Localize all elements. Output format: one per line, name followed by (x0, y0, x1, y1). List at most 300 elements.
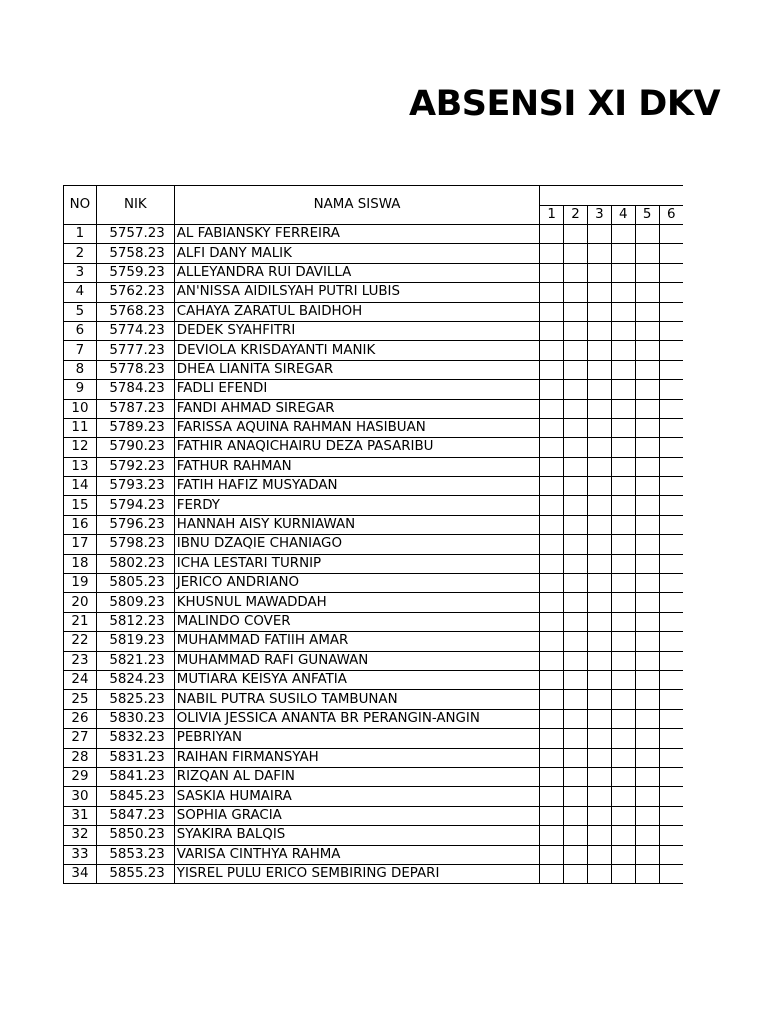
attendance-cell-day-1 (540, 515, 564, 534)
attendance-cell-day-3 (587, 302, 611, 321)
header-day-3: 3 (587, 206, 611, 225)
table-row (64, 709, 684, 728)
row-student-name: ALLEYANDRA RUI DAVILLA (174, 263, 539, 282)
attendance-cell-day-5 (635, 767, 659, 786)
table-row (64, 457, 684, 476)
attendance-cell-day-5 (635, 632, 659, 651)
attendance-cell-day-1 (540, 438, 564, 457)
attendance-cell-day-4 (611, 554, 635, 573)
row-number: 9 (64, 380, 97, 399)
row-student-name: MUHAMMAD RAFI GUNAWAN (174, 651, 539, 670)
row-number: 33 (64, 845, 97, 864)
table-row (64, 399, 684, 418)
attendance-cell-day-1 (540, 826, 564, 845)
attendance-cell-day-4 (611, 457, 635, 476)
attendance-cell-day-3 (587, 651, 611, 670)
attendance-cell-day-4 (611, 399, 635, 418)
row-student-name: KHUSNUL MAWADDAH (174, 593, 539, 612)
attendance-cell-day-1 (540, 263, 564, 282)
attendance-cell-day-4 (611, 767, 635, 786)
attendance-cell-day-1 (540, 380, 564, 399)
attendance-cell-day-1 (540, 574, 564, 593)
attendance-cell-day-1 (540, 418, 564, 437)
attendance-cell-day-5 (635, 748, 659, 767)
attendance-cell-day-4 (611, 302, 635, 321)
attendance-cell-day-3 (587, 690, 611, 709)
row-student-name: AL FABIANSKY FERREIRA (174, 225, 539, 244)
attendance-cell-day-2 (564, 574, 588, 593)
row-student-name: NABIL PUTRA SUSILO TAMBUNAN (174, 690, 539, 709)
attendance-cell-day-4 (611, 360, 635, 379)
row-number: 15 (64, 496, 97, 515)
attendance-cell-day-5 (635, 554, 659, 573)
attendance-cell-day-6 (659, 321, 683, 340)
row-student-name: DEDEK SYAHFITRI (174, 321, 539, 340)
attendance-cell-day-1 (540, 360, 564, 379)
row-number: 14 (64, 477, 97, 496)
attendance-cell-day-3 (587, 593, 611, 612)
attendance-cell-day-2 (564, 864, 588, 883)
table-row (64, 477, 684, 496)
attendance-cell-day-4 (611, 515, 635, 534)
row-nik: 5777.23 (96, 341, 174, 360)
attendance-cell-day-1 (540, 670, 564, 689)
row-number: 19 (64, 574, 97, 593)
row-nik: 5830.23 (96, 709, 174, 728)
attendance-cell-day-2 (564, 535, 588, 554)
attendance-cell-day-6 (659, 709, 683, 728)
attendance-cell-day-1 (540, 477, 564, 496)
attendance-cell-day-5 (635, 670, 659, 689)
attendance-cell-day-2 (564, 244, 588, 263)
attendance-cell-day-3 (587, 399, 611, 418)
attendance-cell-day-2 (564, 729, 588, 748)
attendance-cell-day-3 (587, 244, 611, 263)
row-number: 3 (64, 263, 97, 282)
attendance-cell-day-2 (564, 806, 588, 825)
attendance-cell-day-5 (635, 302, 659, 321)
attendance-cell-day-2 (564, 845, 588, 864)
attendance-cell-day-6 (659, 496, 683, 515)
attendance-cell-day-5 (635, 864, 659, 883)
row-number: 12 (64, 438, 97, 457)
attendance-cell-day-3 (587, 263, 611, 282)
attendance-cell-day-5 (635, 709, 659, 728)
row-student-name: DEVIOLA KRISDAYANTI MANIK (174, 341, 539, 360)
row-nik: 5793.23 (96, 477, 174, 496)
attendance-cell-day-3 (587, 806, 611, 825)
row-number: 29 (64, 767, 97, 786)
attendance-cell-day-5 (635, 380, 659, 399)
row-nik: 5841.23 (96, 767, 174, 786)
attendance-cell-day-2 (564, 360, 588, 379)
row-student-name: IBNU DZAQIE CHANIAGO (174, 535, 539, 554)
row-number: 1 (64, 225, 97, 244)
attendance-cell-day-2 (564, 496, 588, 515)
row-number: 8 (64, 360, 97, 379)
attendance-cell-day-1 (540, 341, 564, 360)
attendance-cell-day-6 (659, 729, 683, 748)
row-nik: 5789.23 (96, 418, 174, 437)
attendance-cell-day-3 (587, 845, 611, 864)
header-day-4: 4 (611, 206, 635, 225)
attendance-cell-day-5 (635, 787, 659, 806)
row-nik: 5792.23 (96, 457, 174, 476)
table-row (64, 496, 684, 515)
attendance-cell-day-5 (635, 321, 659, 340)
row-student-name: FADLI EFENDI (174, 380, 539, 399)
row-student-name: AN'NISSA AIDILSYAH PUTRI LUBIS (174, 283, 539, 302)
attendance-cell-day-2 (564, 399, 588, 418)
page-title: ABSENSI XI DKV (409, 84, 721, 124)
row-student-name: PEBRIYAN (174, 729, 539, 748)
attendance-cell-day-4 (611, 283, 635, 302)
attendance-table (63, 185, 683, 884)
attendance-cell-day-4 (611, 709, 635, 728)
attendance-cell-day-2 (564, 593, 588, 612)
attendance-cell-day-6 (659, 418, 683, 437)
attendance-cell-day-1 (540, 457, 564, 476)
attendance-cell-day-4 (611, 612, 635, 631)
row-nik: 5798.23 (96, 535, 174, 554)
row-number: 24 (64, 670, 97, 689)
attendance-cell-day-1 (540, 554, 564, 573)
row-number: 6 (64, 321, 97, 340)
row-number: 16 (64, 515, 97, 534)
table-row (64, 263, 684, 282)
attendance-cell-day-1 (540, 748, 564, 767)
attendance-cell-day-2 (564, 418, 588, 437)
attendance-cell-day-6 (659, 302, 683, 321)
attendance-cell-day-4 (611, 690, 635, 709)
row-nik: 5831.23 (96, 748, 174, 767)
attendance-cell-day-2 (564, 632, 588, 651)
attendance-cell-day-6 (659, 515, 683, 534)
attendance-cell-day-2 (564, 748, 588, 767)
table-row (64, 632, 684, 651)
row-student-name: ALFI DANY MALIK (174, 244, 539, 263)
attendance-cell-day-6 (659, 438, 683, 457)
attendance-cell-day-6 (659, 263, 683, 282)
row-number: 21 (64, 612, 97, 631)
attendance-cell-day-3 (587, 767, 611, 786)
attendance-cell-day-5 (635, 574, 659, 593)
attendance-cell-day-1 (540, 244, 564, 263)
attendance-cell-day-5 (635, 806, 659, 825)
row-student-name: MUHAMMAD FATIIH AMAR (174, 632, 539, 651)
attendance-cell-day-1 (540, 709, 564, 728)
header-nama-siswa: NAMA SISWA (174, 186, 539, 225)
attendance-cell-day-5 (635, 535, 659, 554)
attendance-cell-day-2 (564, 225, 588, 244)
row-nik: 5821.23 (96, 651, 174, 670)
row-nik: 5794.23 (96, 496, 174, 515)
row-student-name: FARISSA AQUINA RAHMAN HASIBUAN (174, 418, 539, 437)
attendance-cell-day-3 (587, 283, 611, 302)
attendance-cell-day-3 (587, 418, 611, 437)
attendance-cell-day-2 (564, 321, 588, 340)
attendance-cell-day-6 (659, 787, 683, 806)
row-nik: 5855.23 (96, 864, 174, 883)
attendance-cell-day-1 (540, 864, 564, 883)
row-nik: 5759.23 (96, 263, 174, 282)
table-row (64, 690, 684, 709)
attendance-cell-day-6 (659, 360, 683, 379)
attendance-cell-day-6 (659, 651, 683, 670)
row-student-name: RAIHAN FIRMANSYAH (174, 748, 539, 767)
table-row (64, 225, 684, 244)
attendance-cell-day-4 (611, 225, 635, 244)
attendance-cell-day-1 (540, 632, 564, 651)
attendance-cell-day-4 (611, 438, 635, 457)
attendance-cell-day-5 (635, 360, 659, 379)
attendance-cell-day-3 (587, 321, 611, 340)
row-number: 32 (64, 826, 97, 845)
attendance-cell-day-2 (564, 457, 588, 476)
attendance-cell-day-2 (564, 554, 588, 573)
attendance-cell-day-3 (587, 554, 611, 573)
row-number: 31 (64, 806, 97, 825)
row-nik: 5825.23 (96, 690, 174, 709)
row-nik: 5812.23 (96, 612, 174, 631)
table-row (64, 612, 684, 631)
attendance-cell-day-6 (659, 670, 683, 689)
row-student-name: YISREL PULU ERICO SEMBIRING DEPARI (174, 864, 539, 883)
header-attendance-group (540, 186, 683, 206)
attendance-cell-day-3 (587, 574, 611, 593)
attendance-cell-day-6 (659, 399, 683, 418)
attendance-cell-day-1 (540, 806, 564, 825)
attendance-cell-day-2 (564, 302, 588, 321)
attendance-cell-day-6 (659, 690, 683, 709)
attendance-cell-day-5 (635, 263, 659, 282)
attendance-cell-day-3 (587, 515, 611, 534)
row-student-name: VARISA CINTHYA RAHMA (174, 845, 539, 864)
attendance-cell-day-4 (611, 864, 635, 883)
attendance-cell-day-6 (659, 244, 683, 263)
attendance-cell-day-3 (587, 864, 611, 883)
attendance-cell-day-5 (635, 225, 659, 244)
attendance-cell-day-4 (611, 787, 635, 806)
attendance-cell-day-4 (611, 263, 635, 282)
attendance-cell-day-4 (611, 244, 635, 263)
attendance-cell-day-2 (564, 690, 588, 709)
attendance-cell-day-4 (611, 806, 635, 825)
attendance-cell-day-3 (587, 380, 611, 399)
attendance-cell-day-4 (611, 341, 635, 360)
attendance-cell-day-1 (540, 535, 564, 554)
table-row (64, 864, 684, 883)
header-day-1: 1 (540, 206, 564, 225)
row-student-name: SYAKIRA BALQIS (174, 826, 539, 845)
attendance-cell-day-4 (611, 651, 635, 670)
attendance-cell-day-6 (659, 535, 683, 554)
row-student-name: RIZQAN AL DAFIN (174, 767, 539, 786)
table-row (64, 651, 684, 670)
row-student-name: SOPHIA GRACIA (174, 806, 539, 825)
attendance-cell-day-6 (659, 283, 683, 302)
row-number: 5 (64, 302, 97, 321)
header-day-2: 2 (564, 206, 588, 225)
table-row (64, 593, 684, 612)
attendance-cell-day-5 (635, 341, 659, 360)
attendance-cell-day-1 (540, 787, 564, 806)
attendance-cell-day-1 (540, 612, 564, 631)
row-number: 11 (64, 418, 97, 437)
header-day-6: 6 (659, 206, 683, 225)
row-number: 27 (64, 729, 97, 748)
row-number: 10 (64, 399, 97, 418)
attendance-cell-day-5 (635, 826, 659, 845)
row-student-name: ICHA LESTARI TURNIP (174, 554, 539, 573)
attendance-cell-day-6 (659, 632, 683, 651)
attendance-cell-day-6 (659, 554, 683, 573)
attendance-cell-day-4 (611, 477, 635, 496)
attendance-cell-day-5 (635, 399, 659, 418)
attendance-cell-day-3 (587, 477, 611, 496)
row-nik: 5847.23 (96, 806, 174, 825)
row-nik: 5768.23 (96, 302, 174, 321)
attendance-cell-day-6 (659, 380, 683, 399)
row-number: 34 (64, 864, 97, 883)
attendance-cell-day-6 (659, 457, 683, 476)
attendance-cell-day-4 (611, 632, 635, 651)
row-student-name: HANNAH AISY KURNIAWAN (174, 515, 539, 534)
attendance-cell-day-3 (587, 748, 611, 767)
row-nik: 5845.23 (96, 787, 174, 806)
row-nik: 5787.23 (96, 399, 174, 418)
row-number: 30 (64, 787, 97, 806)
row-student-name: FATIH HAFIZ MUSYADAN (174, 477, 539, 496)
attendance-cell-day-2 (564, 670, 588, 689)
attendance-cell-day-4 (611, 748, 635, 767)
attendance-cell-day-4 (611, 496, 635, 515)
attendance-cell-day-6 (659, 864, 683, 883)
row-nik: 5850.23 (96, 826, 174, 845)
attendance-cell-day-6 (659, 806, 683, 825)
attendance-cell-day-2 (564, 283, 588, 302)
row-nik: 5796.23 (96, 515, 174, 534)
attendance-cell-day-3 (587, 496, 611, 515)
attendance-cell-day-4 (611, 418, 635, 437)
table-row (64, 418, 684, 437)
row-student-name: CAHAYA ZARATUL BAIDHOH (174, 302, 539, 321)
table-row (64, 244, 684, 263)
attendance-cell-day-1 (540, 690, 564, 709)
attendance-cell-day-1 (540, 593, 564, 612)
row-student-name: FANDI AHMAD SIREGAR (174, 399, 539, 418)
row-nik: 5805.23 (96, 574, 174, 593)
attendance-cell-day-5 (635, 244, 659, 263)
row-number: 26 (64, 709, 97, 728)
row-number: 23 (64, 651, 97, 670)
attendance-cell-day-4 (611, 670, 635, 689)
row-student-name: JERICO ANDRIANO (174, 574, 539, 593)
attendance-cell-day-3 (587, 535, 611, 554)
attendance-cell-day-5 (635, 283, 659, 302)
row-nik: 5774.23 (96, 321, 174, 340)
attendance-cell-day-2 (564, 612, 588, 631)
attendance-cell-day-2 (564, 787, 588, 806)
table-row (64, 360, 684, 379)
attendance-cell-day-5 (635, 612, 659, 631)
row-student-name: OLIVIA JESSICA ANANTA BR PERANGIN-ANGIN (174, 709, 539, 728)
attendance-cell-day-3 (587, 341, 611, 360)
attendance-cell-day-3 (587, 438, 611, 457)
table-row (64, 806, 684, 825)
row-number: 13 (64, 457, 97, 476)
attendance-cell-day-5 (635, 651, 659, 670)
attendance-cell-day-2 (564, 515, 588, 534)
attendance-cell-day-5 (635, 477, 659, 496)
attendance-cell-day-4 (611, 535, 635, 554)
attendance-cell-day-2 (564, 380, 588, 399)
attendance-cell-day-5 (635, 496, 659, 515)
row-nik: 5853.23 (96, 845, 174, 864)
attendance-cell-day-5 (635, 729, 659, 748)
table-row (64, 554, 684, 573)
table-row (64, 321, 684, 340)
table-row (64, 748, 684, 767)
attendance-cell-day-2 (564, 438, 588, 457)
attendance-cell-day-1 (540, 729, 564, 748)
attendance-cell-day-1 (540, 283, 564, 302)
row-number: 2 (64, 244, 97, 263)
attendance-cell-day-5 (635, 845, 659, 864)
row-nik: 5762.23 (96, 283, 174, 302)
row-student-name: DHEA LIANITA SIREGAR (174, 360, 539, 379)
row-student-name: MUTIARA KEISYA ANFATIA (174, 670, 539, 689)
attendance-cell-day-1 (540, 496, 564, 515)
attendance-cell-day-2 (564, 709, 588, 728)
attendance-cell-day-5 (635, 593, 659, 612)
header-day-5: 5 (635, 206, 659, 225)
attendance-cell-day-1 (540, 651, 564, 670)
attendance-cell-day-6 (659, 748, 683, 767)
attendance-cell-day-5 (635, 418, 659, 437)
attendance-cell-day-6 (659, 574, 683, 593)
row-student-name: FATHUR RAHMAN (174, 457, 539, 476)
attendance-cell-day-3 (587, 709, 611, 728)
row-nik: 5757.23 (96, 225, 174, 244)
attendance-cell-day-6 (659, 826, 683, 845)
row-student-name: MALINDO COVER (174, 612, 539, 631)
table-row (64, 767, 684, 786)
attendance-cell-day-3 (587, 729, 611, 748)
attendance-cell-day-6 (659, 612, 683, 631)
attendance-cell-day-1 (540, 225, 564, 244)
table-row (64, 670, 684, 689)
row-number: 4 (64, 283, 97, 302)
attendance-cell-day-6 (659, 341, 683, 360)
table-row (64, 302, 684, 321)
row-student-name: SASKIA HUMAIRA (174, 787, 539, 806)
attendance-cell-day-1 (540, 321, 564, 340)
row-nik: 5790.23 (96, 438, 174, 457)
attendance-cell-day-4 (611, 574, 635, 593)
table-row (64, 729, 684, 748)
row-number: 20 (64, 593, 97, 612)
row-nik: 5784.23 (96, 380, 174, 399)
attendance-cell-day-2 (564, 477, 588, 496)
header-no: NO (64, 186, 97, 225)
attendance-cell-day-1 (540, 845, 564, 864)
attendance-cell-day-3 (587, 612, 611, 631)
row-number: 22 (64, 632, 97, 651)
row-number: 25 (64, 690, 97, 709)
row-nik: 5824.23 (96, 670, 174, 689)
attendance-cell-day-6 (659, 477, 683, 496)
